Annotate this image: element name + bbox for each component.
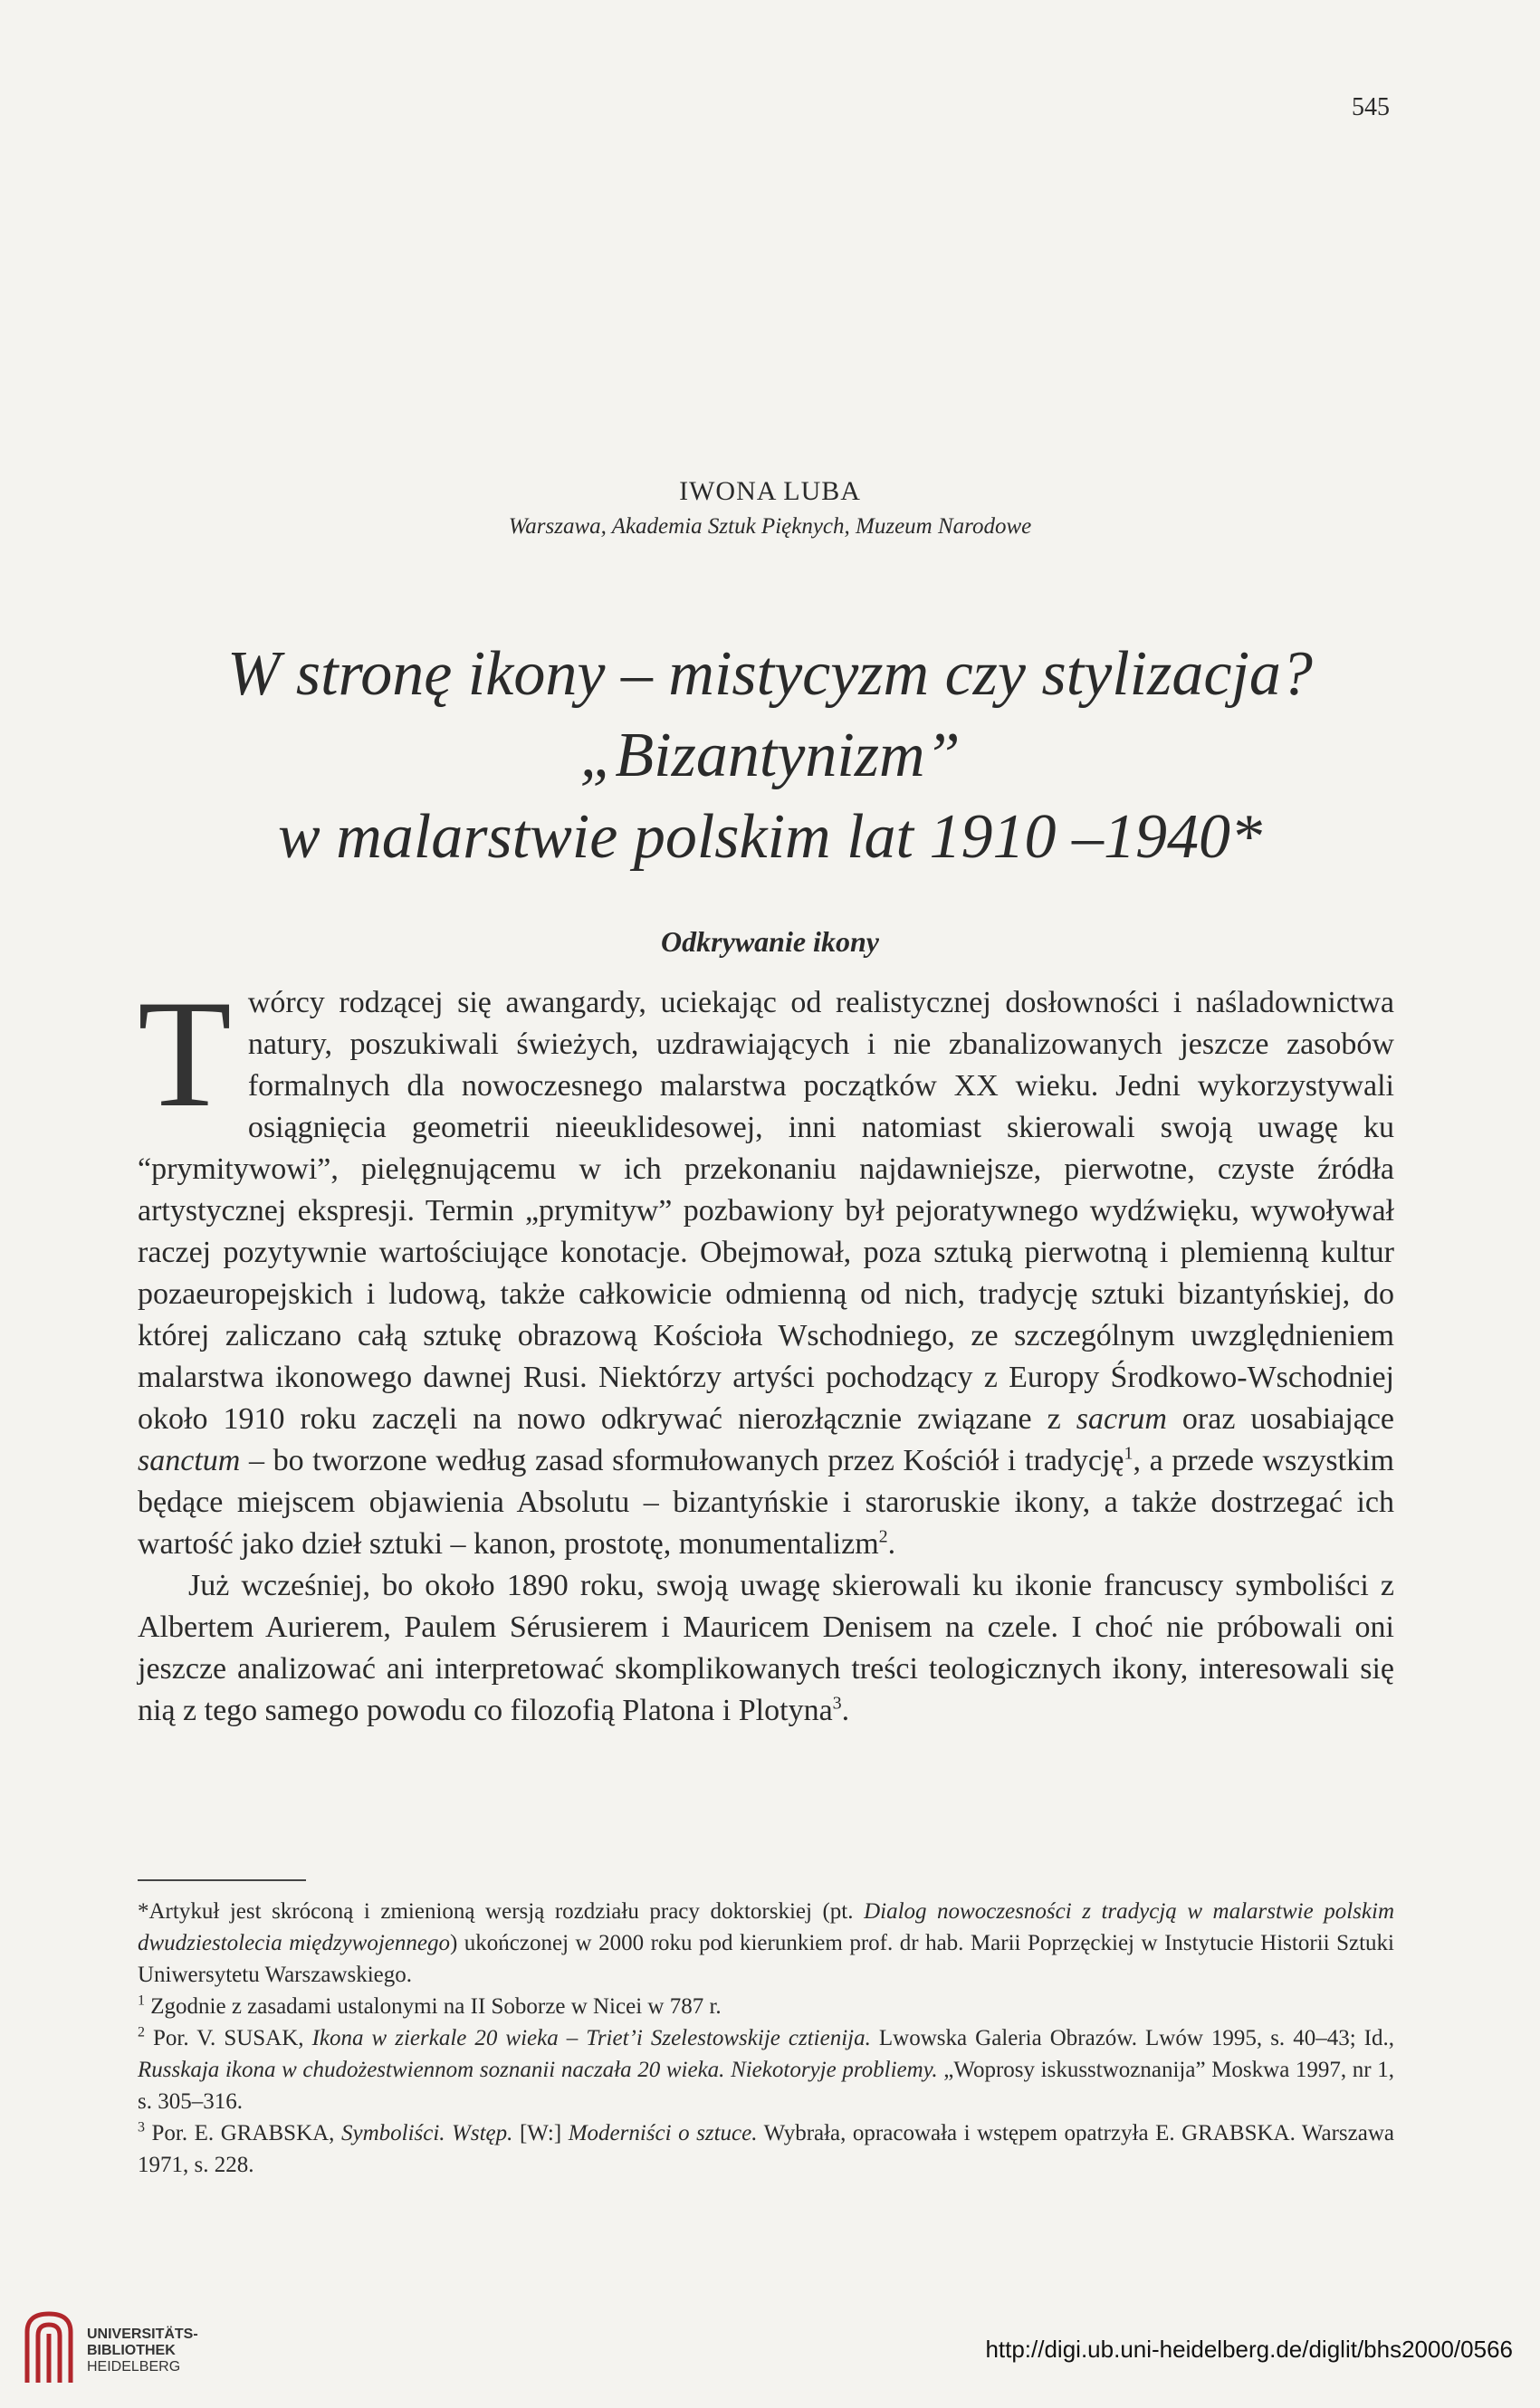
- library-name-line-2: BIBLIOTHEK: [87, 2343, 176, 2358]
- footnotes: [138, 1896, 1394, 2181]
- footnote-2-text-b: Lwowska Galeria Obrazów. Lwów 1995, s. 40–43; Id.,: [878, 2026, 1395, 2050]
- author-affiliation: Warszawa, Akademia Sztuk Pięknych, Muzeum Narodowe: [508, 514, 1032, 539]
- footnote-star-title: Dialog nowoczesności z tradycją w malarstwie polskim dwudziestolecia międzywojennego: [138, 1899, 1394, 1955]
- drop-cap: T: [138, 969, 232, 1139]
- footnote-2-text-a: Por. V. SUSAK,: [153, 2026, 304, 2050]
- footnote-ref-1: 1: [1124, 1443, 1133, 1464]
- article-title: [0, 634, 1540, 878]
- paragraph-1-text-c: – bo tworzone według zasad sformułowanych przez Kościół i tradycję: [248, 1444, 1124, 1477]
- library-logo-icon: [22, 2307, 76, 2386]
- title-line-2: „Bizantynizm”: [579, 721, 961, 790]
- footnote-3-text-c: Wybrała, opracowała i wstępem opatrzyła E. GRABSKA. Warszawa 1971, s. 228.: [138, 2121, 1395, 2177]
- footnote-star-text-b: ) ukończonej w 2000 roku pod kierunkiem prof. dr hab. Marii Poprzęckiej w Instytucie Historii Sztuki Uniwersytetu Warszawskiego.: [138, 1931, 1394, 1987]
- title-line-3: w malarstwie polskim lat 1910 –1940*: [278, 802, 1262, 872]
- paragraph-1-text-d: , a przede wszystkim będące miejscem objawienia Absolutu – bizantyńskie i staroruskie ikony, a także dostrzegać ich wartość jako dzieł sztuki – kanon, prostotę, monumentalizm: [138, 1444, 1394, 1561]
- footnote-star: [138, 1896, 1394, 1991]
- footnote-3: [138, 2117, 1394, 2181]
- paragraph-1-end: .: [887, 1527, 896, 1561]
- footnote-2-mark: 2: [138, 2024, 145, 2040]
- footnote-3-mark: 3: [138, 2119, 145, 2136]
- paragraph-2-end: .: [841, 1694, 850, 1727]
- source-url[interactable]: http://digi.ub.uni-heidelberg.de/diglit/bhs2000/0566: [985, 2336, 1513, 2363]
- sacrum-term: sacrum: [1076, 1402, 1167, 1436]
- title-line-1: W stronę ikony – mistycyzm czy stylizacja?: [227, 639, 1313, 709]
- paragraph-2-text: Już wcześniej, bo około 1890 roku, swoją uwagę skierowali ku ikonie francuscy symboliści z Albertem Aurierem, Paulem Sérusierem i Mauricem Denisem na czele. I choć nie próbowali oni jeszcze analizować ani interpretować skomplikowanych treści teologicznych ikony, interesowali się nią z tego samego powodu co filozofią Platona i Plotyna: [138, 1569, 1394, 1727]
- footnote-ref-2: 2: [878, 1526, 888, 1547]
- library-name: [87, 2327, 198, 2375]
- paragraph-1: [138, 969, 1395, 1565]
- footnote-1-text: Zgodnie z zasadami ustalonymi na II Soborze w Nicei w 787 r.: [150, 1994, 722, 2019]
- footnote-3-text-b: [W:]: [519, 2121, 562, 2145]
- library-name-line-1: UNIVERSITÄTS-: [87, 2327, 198, 2342]
- footnote-2-title-a: Ikona w zierkale 20 wieka – Triet’i Szelestowskije cztienija.: [311, 2026, 871, 2050]
- footnote-ref-3: 3: [832, 1693, 842, 1714]
- footnote-2-title-b: Russkaja ikona w chudożestwiennom soznanii naczała 20 wieka. Niekotoryje probliemy.: [138, 2058, 938, 2082]
- footnote-2: [138, 2022, 1394, 2117]
- footnote-2-text-c: „Woprosy iskusstwoznanija” Moskwa 1997, nr 1, s. 305–316.: [138, 2058, 1395, 2114]
- paragraph-2: [138, 1565, 1394, 1732]
- section-heading: Odkrywanie ikony: [661, 925, 879, 958]
- sanctum-term: sanctum: [138, 1444, 241, 1477]
- page-number: 545: [1352, 93, 1390, 121]
- library-name-line-3: HEIDELBERG: [87, 2359, 181, 2375]
- paragraph-1-text-a: wórcy rodzącej się awangardy, uciekając od realistycznej dosłowności i naśladownictwa natury, poszukiwali świeżych, uzdrawiających i nie zbanalizowanych jeszcze zasobów formalnych dla nowoczesnego malarstwa początków XX wieku. Jedni wykorzystywali osiągnięcia geometrii nieeuklidesowej, inni natomiast skierowali swoją uwagę ku “prymitywowi”, pielęgnującemu w ich przekonaniu najdawniejsze, pierwotne, czyste źródła artystycznej ekspresji. Termin „prymityw” pozbawiony był pejoratywnego wydźwięku, wywoływał raczej pozytywnie wartościujące konotacje. Obejmował, poza sztuką pierwotną i plemienną kultur pozaeuropejskich i ludową, także całkowicie odmienną od nich, tradycję sztuki bizantyńskiej, do której zaliczano całą sztukę obrazową Kościoła Wschodniego, ze szczególnym uwzględnieniem malarstwa ikonowego dawnej Rusi. Niektórzy artyści pochodzący z Europy Środkowo-Wschodniej około 1910 roku zaczęli na nowo odkrywać nierozłącznie związane z: [138, 986, 1394, 1436]
- paragraph-1-text-b: oraz uosabiające: [1181, 1402, 1395, 1436]
- footnote-3-title-a: Symboliści. Wstęp.: [340, 2121, 513, 2145]
- footnote-3-text-a: Por. E. GRABSKA,: [151, 2121, 335, 2145]
- footnote-3-title-b: Moderniści o sztuce.: [568, 2121, 758, 2145]
- body-text: [138, 969, 1395, 1732]
- footnote-1-mark: 1: [138, 1992, 145, 2009]
- footnote-divider: [138, 1879, 306, 1881]
- author-name: IWONA LUBA: [679, 476, 861, 506]
- footnote-star-text-a: *Artykuł jest skróconą i zmienioną wersją rozdziału pracy doktorskiej (pt.: [138, 1899, 854, 1924]
- footnote-1: [138, 1991, 1394, 2022]
